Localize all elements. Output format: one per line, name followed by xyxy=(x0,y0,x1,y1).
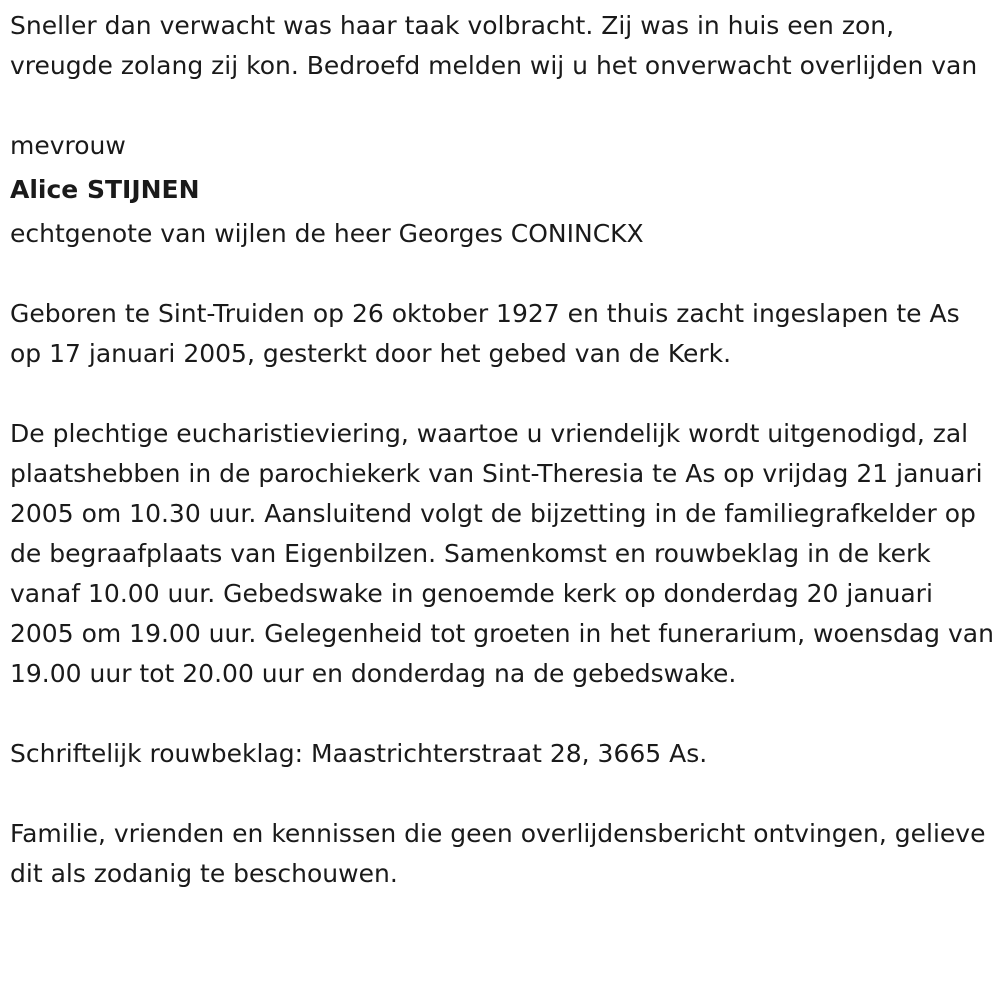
spacer xyxy=(10,774,995,814)
salutation: mevrouw xyxy=(10,131,126,160)
birth-death-paragraph: Geboren te Sint-Truiden op 26 oktober 1927 en thuis zacht ingeslapen te As op 17 januari 2005, gesterkt door het gebed van de Kerk. xyxy=(10,299,960,368)
closing-paragraph: Familie, vrienden en kennissen die geen overlijdensbericht ontvingen, gelieve dit als zodanig te beschouwen. xyxy=(10,819,986,888)
obituary-document xyxy=(10,0,995,894)
intro-paragraph: Sneller dan verwacht was haar taak volbracht. Zij was in huis een zon, vreugde zolang zij kon. Bedroefd melden wij u het onverwacht overlijden van xyxy=(10,11,978,80)
deceased-name: Alice STIJNEN xyxy=(10,175,200,204)
spouse-line: echtgenote van wijlen de heer Georges CONINCKX xyxy=(10,219,644,248)
spacer xyxy=(10,694,995,734)
spacer xyxy=(10,254,995,294)
ceremony-paragraph: De plechtige eucharistieviering, waartoe u vriendelijk wordt uitgenodigd, zal plaatshebben in de parochiekerk van Sint-Theresia te As op vrijdag 21 januari 2005 om 10.30 uur. Aansluitend volgt de bijzetting in de familiegrafkelder op de begraafplaats van Eigenbilzen. Samenkomst en rouwbeklag in de kerk vanaf 10.00 uur. Gebedswake in genoemde kerk op donderdag 20 januari 2005 om 19.00 uur. Gelegenheid tot groeten in het funerarium, woensdag van 19.00 uur tot 20.00 uur en donderdag na de gebedswake. xyxy=(10,419,994,688)
condolence-address: Schriftelijk rouwbeklag: Maastrichterstraat 28, 3665 As. xyxy=(10,739,708,768)
spacer xyxy=(10,86,995,126)
spacer xyxy=(10,374,995,414)
